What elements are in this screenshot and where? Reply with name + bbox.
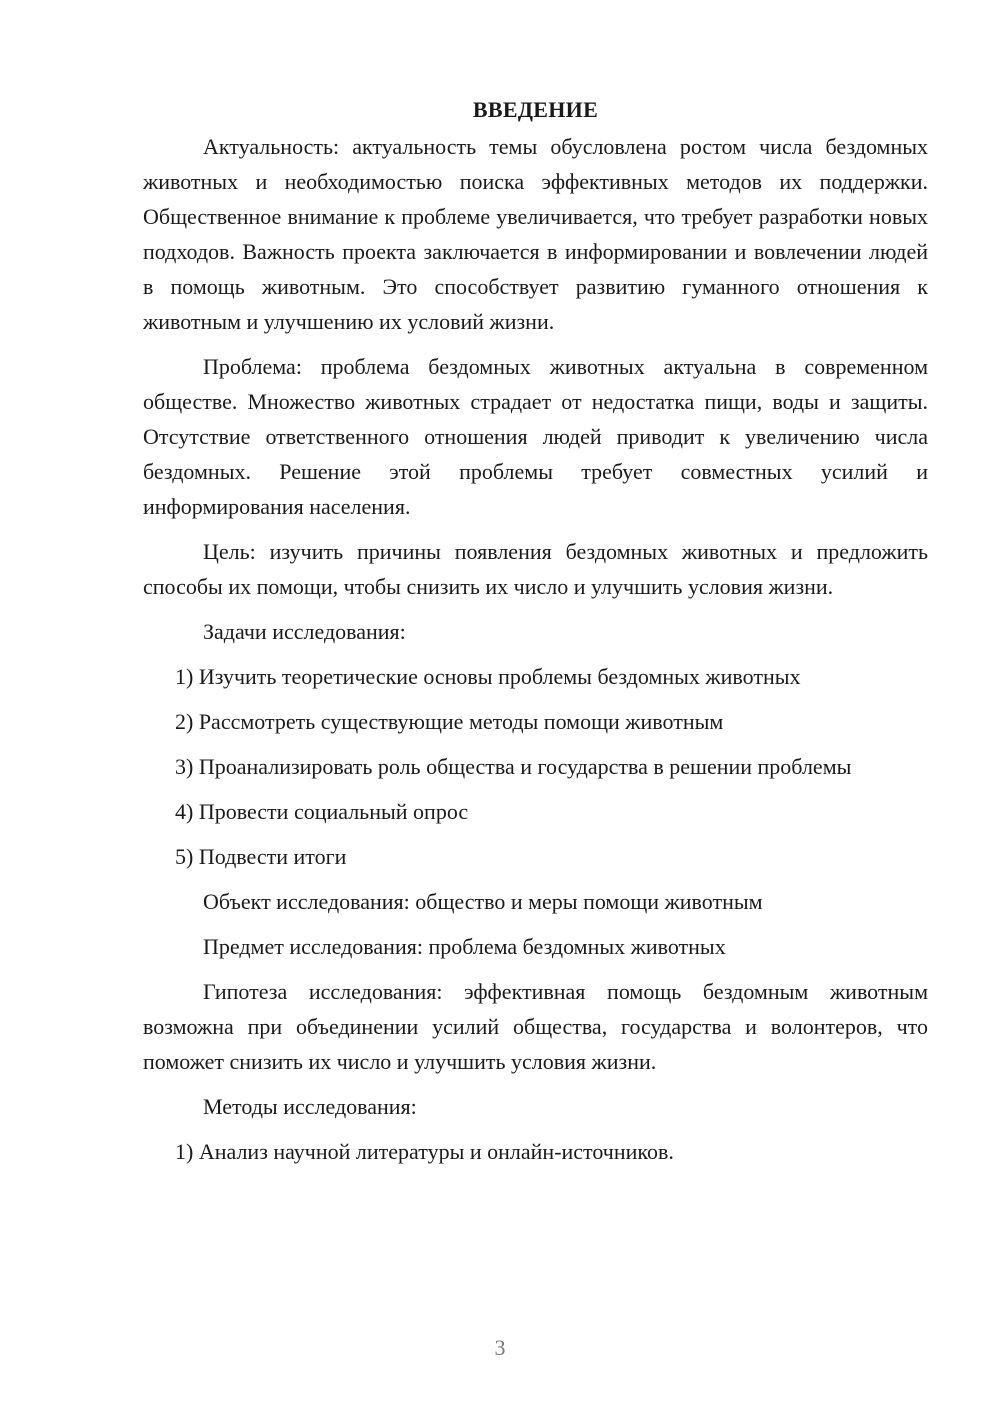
problem-paragraph: Проблема: проблема бездомных животных актуальна в современном обществе. Множество животных страдает от недостатка пищи, воды и защиты. Отсутствие ответственного отношения людей приводит к увеличению числа бездомных. Решение этой проблемы требует совместных усилий и информирования населения.	[143, 354, 928, 519]
subject-paragraph: Предмет исследования: проблема бездомных животных	[203, 934, 726, 959]
relevance-paragraph: Актуальность: актуальность темы обусловлена ростом числа бездомных животных и необходимостью поиска эффективных методов их поддержки. Общественное внимание к проблеме увеличивается, что требует разработки новых подходов. Важность проекта заключается в информировании и вовлечении людей в помощь животным. Это способствует развитию гуманного отношения к животным и улучшению их условий жизни.	[143, 134, 928, 334]
task-item: 5) Подвести итоги	[175, 844, 347, 869]
methods-heading: Методы исследования:	[203, 1094, 417, 1119]
task-item: 3) Проанализировать роль общества и государства в решении проблемы	[175, 754, 852, 779]
task-item: 4) Провести социальный опрос	[175, 799, 469, 824]
task-item: 1) Изучить теоретические основы проблемы бездомных животных	[175, 664, 801, 689]
page-title: ВВЕДЕНИЕ	[472, 97, 599, 122]
object-paragraph: Объект исследования: общество и меры помощи животным	[203, 889, 763, 914]
task-item: 2) Рассмотреть существующие методы помощи животным	[175, 709, 724, 734]
hypothesis-paragraph: Гипотеза исследования: эффективная помощь бездомным животным возможна при объединении усилий общества, государства и волонтеров, что поможет снизить их число и улучшить условия жизни.	[143, 979, 928, 1074]
page-number: 3	[494, 1335, 506, 1360]
document-page	[143, 92, 928, 1179]
goal-paragraph: Цель: изучить причины появления бездомных животных и предложить способы их помощи, чтобы снизить их число и улучшить условия жизни.	[143, 539, 928, 599]
method-item: 1) Анализ научной литературы и онлайн-источников.	[175, 1139, 674, 1164]
tasks-heading: Задачи исследования:	[203, 619, 406, 644]
